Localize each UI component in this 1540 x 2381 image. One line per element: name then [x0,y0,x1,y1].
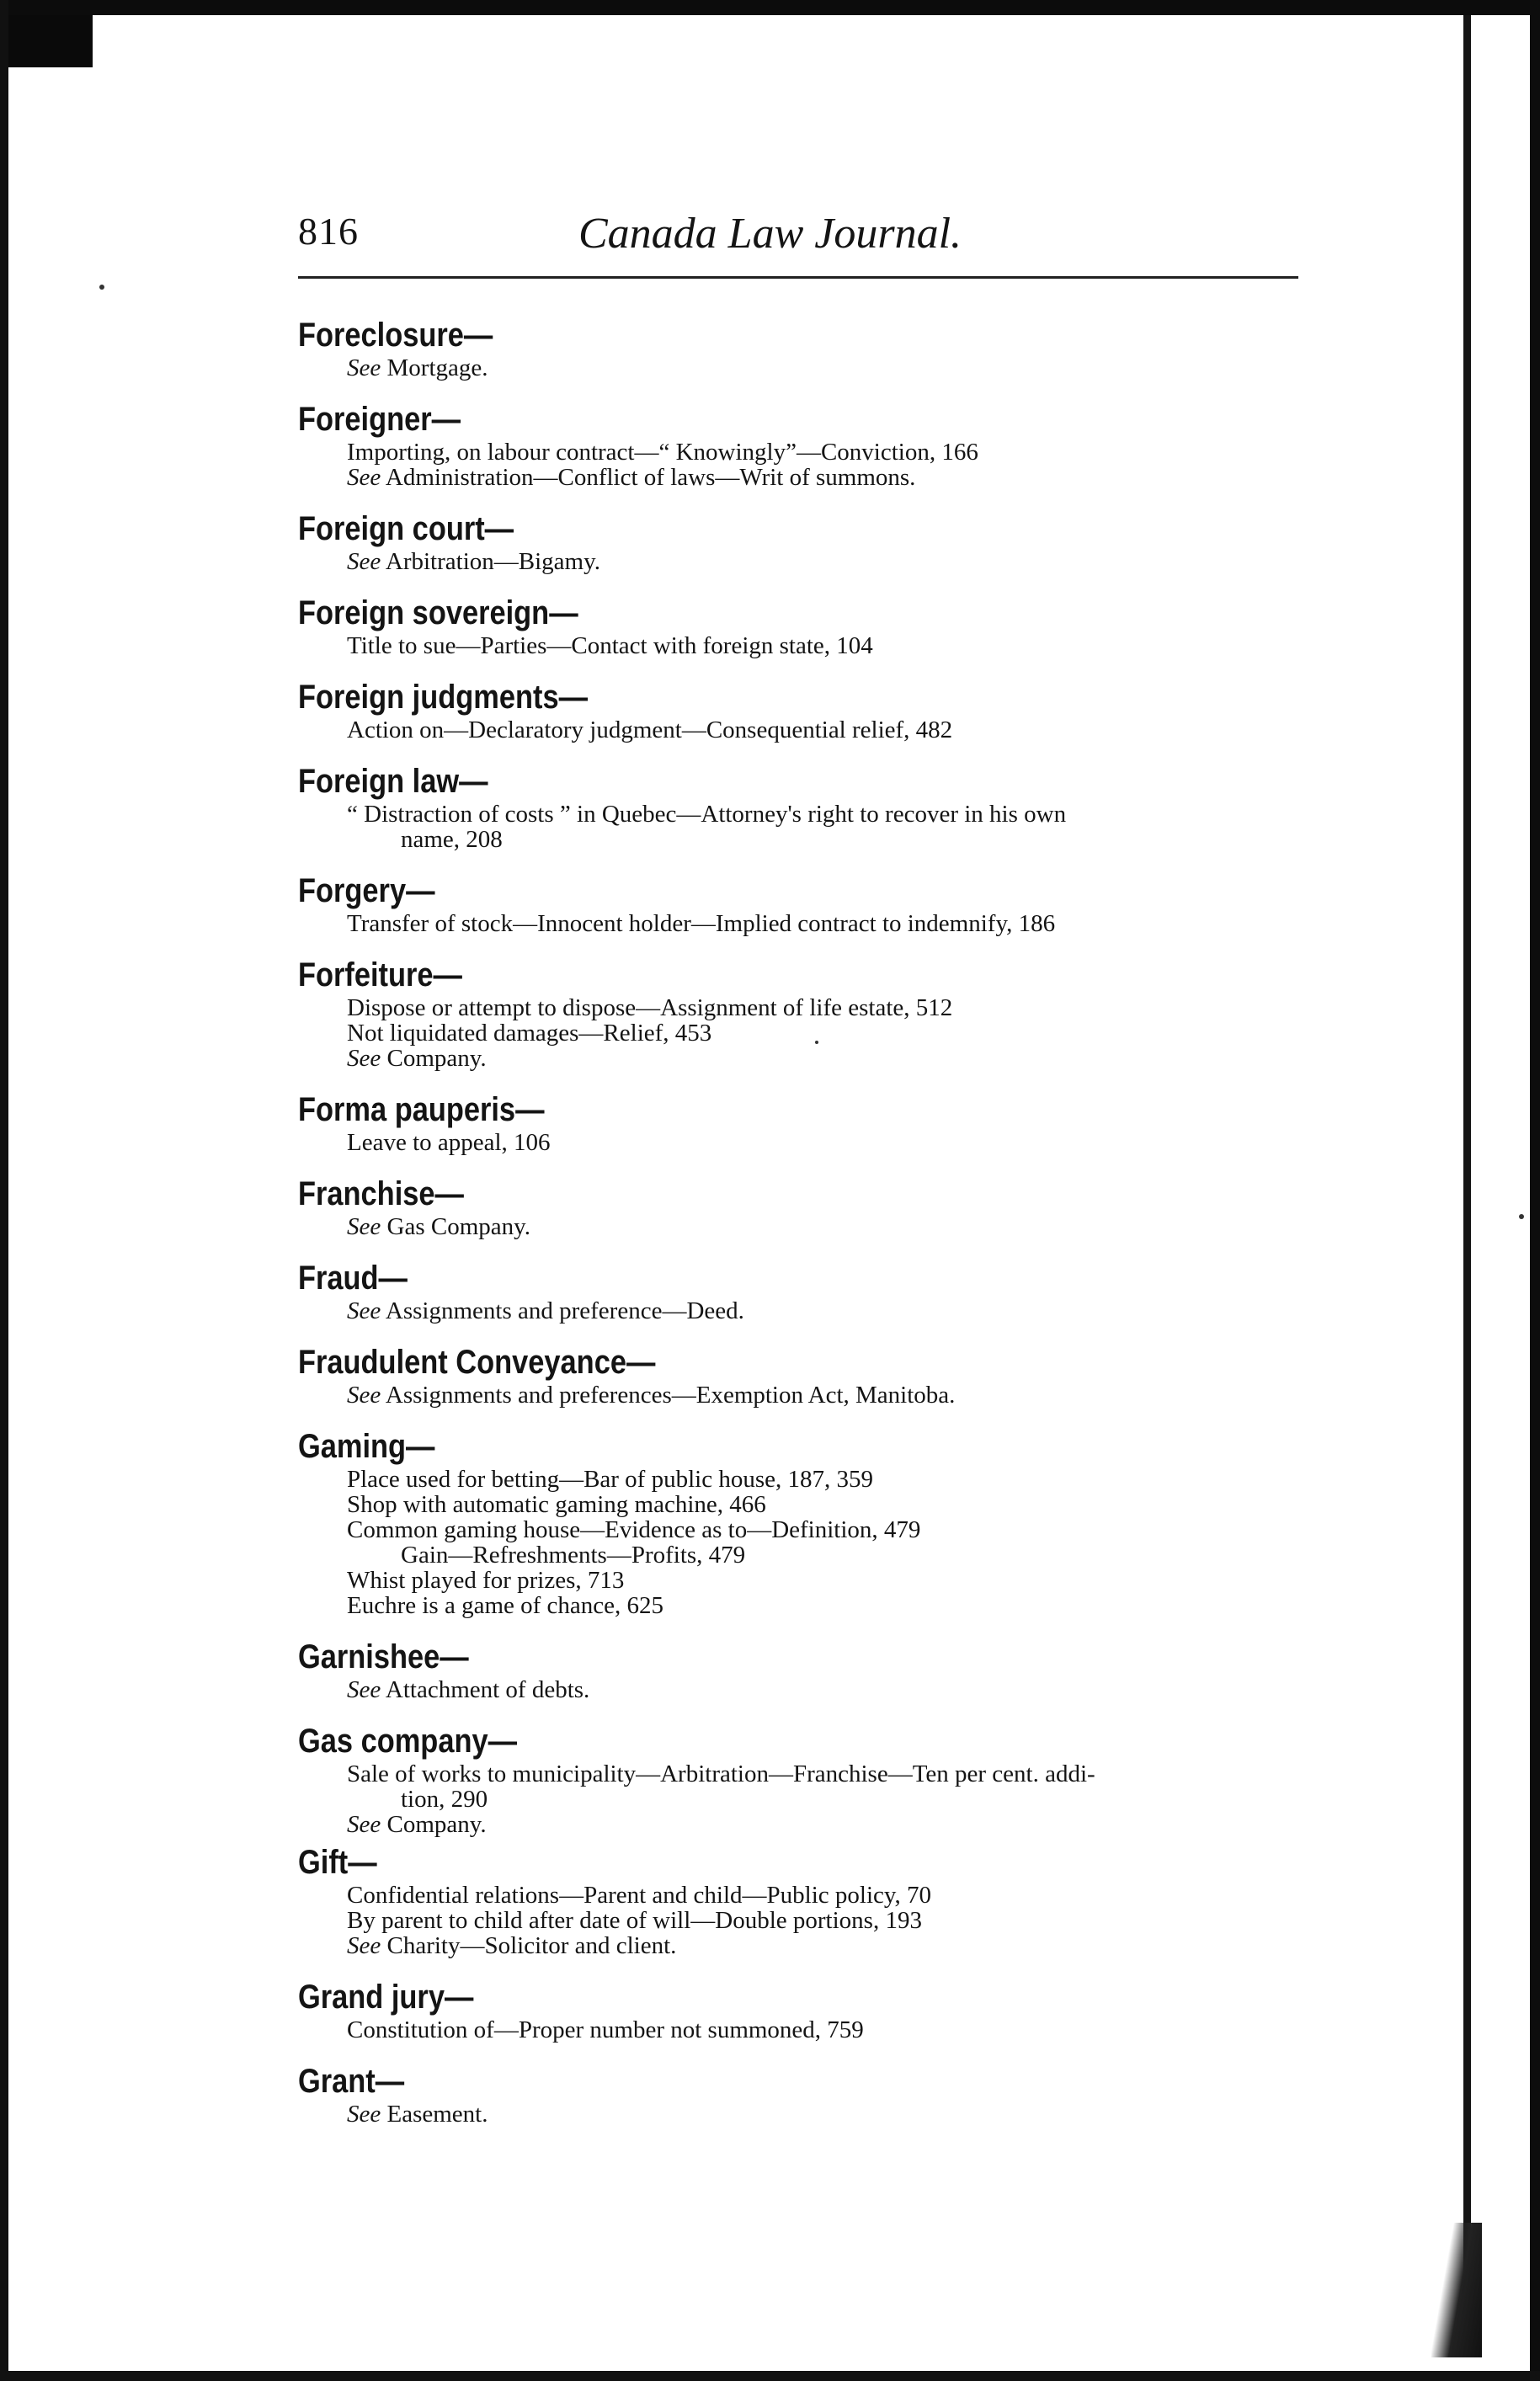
subentry-text: Assignments and preferences—Exemption Act, Manitoba. [381,1382,956,1409]
index-subentry [298,549,1300,574]
index-heading: Franchise— [298,1175,464,1212]
subentry-text: Company. [381,1045,487,1072]
subentry-text: Assignments and preference—Deed. [381,1297,744,1324]
see-reference-label: See [347,1382,381,1409]
see-reference-label: See [347,1811,381,1838]
index-entry [298,761,1300,852]
index-subentry [298,995,1300,1020]
subentry-text: “ Distraction of costs ” in Quebec—Attorney's right to recover in his own [347,801,1067,828]
index-heading: Foreign judgments— [298,679,588,716]
index-heading: Gaming— [298,1428,435,1465]
index-heading: Grand jury— [298,1979,474,2016]
index-subentry [298,465,1300,490]
index-heading: Forgery— [298,872,435,909]
subentry-text: Mortgage. [381,354,488,381]
index-heading: Fraudulent Conveyance— [298,1344,656,1381]
index-entry [298,1721,1300,1837]
index-heading: Foreigner— [298,401,461,438]
index-entry [298,509,1300,574]
see-reference-label: See [347,1676,381,1703]
subentry-text: Confidential relations—Parent and child—Public policy, 70 [347,1882,931,1909]
index-subentry [298,1761,1300,1812]
index-entry [298,1426,1300,1618]
subentry-text: Euchre is a game of chance, 625 [347,1592,664,1619]
subentry-text: Dispose or attempt to dispose—Assignment of life estate, 512 [347,994,953,1021]
index-entry [298,1637,1300,1702]
page-edge-shadow [1463,15,1471,2349]
scan-speck [99,285,104,290]
index-subentry [298,1467,1300,1492]
index-heading: Forfeiture— [298,956,462,993]
index-entry [298,1342,1300,1408]
index-subentry [298,633,1300,658]
index-heading: Garnishee— [298,1638,469,1675]
index-subentry [298,1542,1300,1568]
index-entry [298,1842,1300,1958]
subentry-text: Not liquidated damages—Relief, 453 [347,1020,712,1047]
header-rule [298,276,1298,279]
index-subentry [298,2101,1300,2127]
index-subentry [298,1298,1300,1324]
index-subentry [298,802,1300,852]
subentry-continuation: tion, 290 [401,1786,488,1813]
index-subentry [298,2017,1300,2043]
index-subentry [298,1517,1300,1542]
index-subentry [298,717,1300,743]
index-subentry [298,1933,1300,1958]
index-heading: Grant— [298,2063,405,2100]
running-title: Canada Law Journal. [578,210,962,258]
subentry-text: Place used for betting—Bar of public house, 187, 359 [347,1466,873,1493]
subentry-text: By parent to child after date of will—Double portions, 193 [347,1907,922,1934]
see-reference-label: See [347,1045,381,1072]
subentry-text: Whist played for prizes, 713 [347,1567,625,1594]
index-entry [298,399,1300,490]
subentry-text: Common gaming house—Evidence as to—Definition, 479 [347,1516,921,1543]
index-heading: Foreign court— [298,510,514,547]
scan-border-left [0,0,8,2381]
subentry-text: Action on—Declaratory judgment—Consequential relief, 482 [347,716,953,743]
index-subentry [298,1492,1300,1517]
see-reference-label: See [347,1932,381,1959]
index-subentry [298,1593,1300,1618]
subentry-text: Title to sue—Parties—Contact with foreign state, 104 [347,632,873,659]
index-entry [298,593,1300,658]
index-entry [298,1977,1300,2043]
page-number: 816 [298,210,359,253]
scan-border-bottom [0,2371,1540,2381]
scan-border-right [1530,0,1540,2381]
index-subentry [298,1214,1300,1239]
index-subentry [298,1130,1300,1155]
subentry-text: Transfer of stock—Innocent holder—Implied contract to indemnify, 186 [347,910,1056,937]
scan-speck [1519,1214,1524,1219]
index-heading: Foreign sovereign— [298,594,578,631]
subentry-text: Company. [381,1811,487,1838]
index-entry [298,871,1300,936]
index-entry [298,2061,1300,2127]
subentry-text: Charity—Solicitor and client. [381,1932,677,1959]
subentry-text: Gain—Refreshments—Profits, 479 [401,1542,746,1569]
subentry-text: Shop with automatic gaming machine, 466 [347,1491,766,1518]
index-entry [298,1089,1300,1155]
index-subentry [298,1883,1300,1908]
see-reference-label: See [347,2101,381,2128]
index-subentry [298,1908,1300,1933]
index-subentry [298,1568,1300,1593]
subentry-text: Gas Company. [381,1213,530,1240]
index-entry [298,1174,1300,1239]
subentry-text: Leave to appeal, 106 [347,1129,551,1156]
subentry-text: Sale of works to municipality—Arbitration—Franchise—Ten per cent. addi- [347,1760,1095,1787]
index-heading: Forma pauperis— [298,1091,545,1128]
subentry-text: Administration—Conflict of laws—Writ of summons. [381,464,916,491]
index-heading: Foreign law— [298,763,488,800]
index-subentry [298,1677,1300,1702]
see-reference-label: See [347,1297,381,1324]
index-entry [298,315,1300,381]
subentry-continuation: name, 208 [401,826,503,853]
index-heading: Foreclosure— [298,317,493,354]
subentry-text: Attachment of debts. [381,1676,590,1703]
index-subentry [298,355,1300,381]
index-subentry [298,911,1300,936]
index-heading: Gas company— [298,1723,518,1760]
index-heading: Gift— [298,1844,377,1881]
index-subentry [298,1812,1300,1837]
subentry-text: Importing, on labour contract—“ Knowingly”—Conviction, 166 [347,439,978,466]
index-subentry [298,1382,1300,1408]
subentry-text: Arbitration—Bigamy. [381,548,600,575]
subject-index [298,315,1300,2145]
index-subentry [298,1046,1300,1071]
index-subentry [298,1020,1300,1046]
index-subentry [298,439,1300,465]
index-entry [298,677,1300,743]
index-entry [298,955,1300,1071]
scan-border-top [0,0,1540,15]
see-reference-label: See [347,1213,381,1240]
see-reference-label: See [347,548,381,575]
subentry-text: Constitution of—Proper number not summoned, 759 [347,2016,864,2043]
page-edge-fringe [1431,2223,1482,2357]
index-entry [298,1258,1300,1324]
see-reference-label: See [347,354,381,381]
index-heading: Fraud— [298,1260,408,1297]
see-reference-label: See [347,464,381,491]
subentry-text: Easement. [381,2101,488,2128]
